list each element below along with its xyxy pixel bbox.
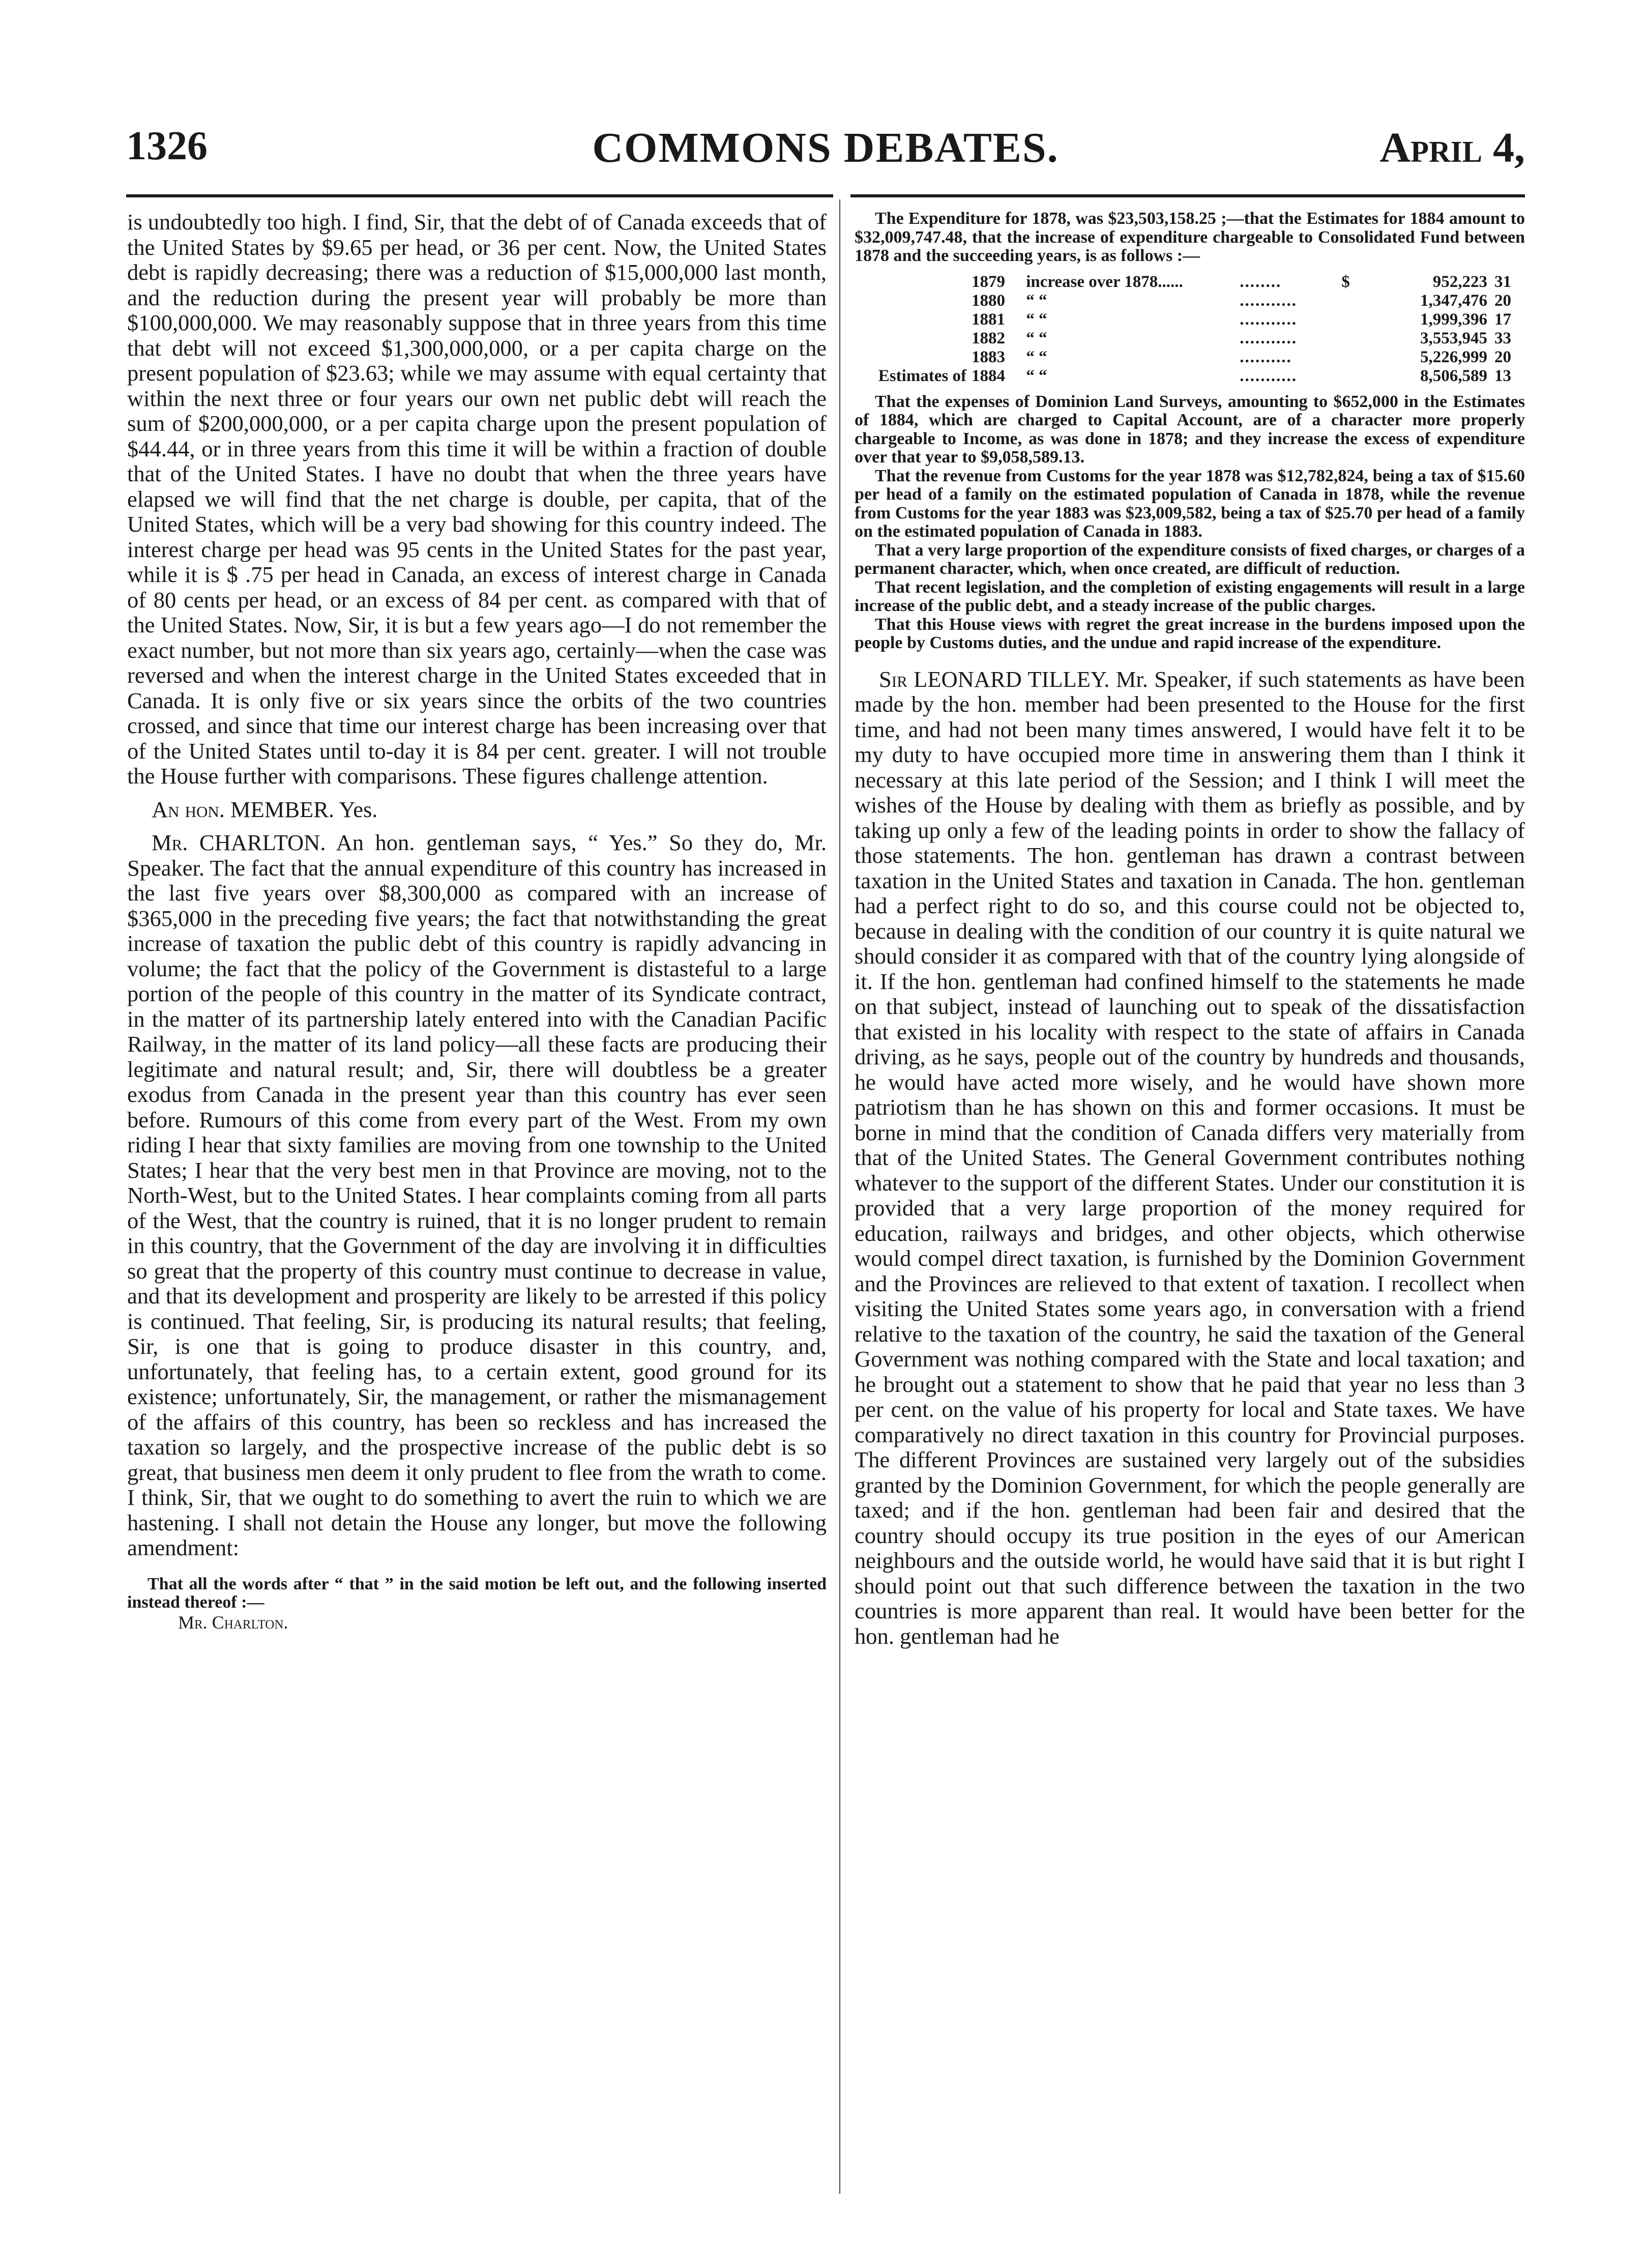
- row-amount: 5,226,999: [1420, 347, 1487, 366]
- table-row: [855, 367, 1525, 386]
- amendment-paragraph: The Expenditure for 1878, was $23,503,158.25 ;—that the Estimates for 1884 amount to $32,009,747.48, that the increase of expenditure chargeable to Consolidated Fund between 1878 and the succeeding years, is as follows :—: [855, 209, 1525, 265]
- speech-paragraph: [127, 830, 827, 1561]
- row-year: 1884: [972, 366, 1005, 385]
- amendment-intro: That all the words after “ that ” in the said motion be left out, and the following inserted instead thereof :—: [127, 1574, 827, 1612]
- row-label: [855, 310, 972, 329]
- row-cents: 17: [1494, 310, 1511, 329]
- row-label: [855, 329, 972, 348]
- row-description: increase over 1878......: [1026, 272, 1183, 291]
- row-year: 1882: [972, 329, 1005, 347]
- page-date: April 4,: [1379, 124, 1525, 171]
- row-dollar-sign: [1341, 292, 1355, 310]
- speech-text: Yes.: [339, 796, 378, 822]
- row-dollar-sign: [1341, 329, 1355, 348]
- paragraph: is undoubtedly too high. I find, Sir, that the debt of of Canada exceeds that of the United States by $9.65 per head, or 36 per cent. Now, the United States debt is rapidly decreasing; there was a reduction of $15,000,000 last month, and the reduction during the present year will probably be more than $100,000,000. We may reasonably suppose that in three years from this time that debt will not exceed $1,300,000,000, or a per capita charge on the present population of $23.63; while we may assume with equal certainty that within the next three or four years our own net public debt will reach the sum of $200,000,000, or a per capita charge upon the present population of $44.44, or in three years from this time it will be within a fraction of double that of the United States. I have no doubt that when the three years have elapsed we will find that the net charge is double, per capita, that of the United States, which will be a very bad showing for this country indeed. The interest charge per head was 95 cents in the United States for the past year, while it is $ .75 per head in Canada, an excess of interest charge in Canada of 80 cents per head, or an excess of 84 per cent. as compared with that of the United States. Now, Sir, it is but a few years ago—I do not remember the exact number, but not more than six years ago, certainly—when the case was reversed and when the interest charge in the United States exceeded that in Canada. It is only five or six years since the orbits of the two countries crossed, and since that time our interest charge has been increasing over that of the United States until to-day it is 84 per cent. greater. I will not trouble the House further with comparisons. These figures challenge attention.: [127, 209, 827, 789]
- row-leader-dots: ........: [1240, 272, 1282, 291]
- speaker-name: Sir LEONARD TILLEY.: [879, 666, 1110, 692]
- row-year: 1883: [972, 347, 1005, 366]
- row-leader-dots: ...........: [1240, 291, 1297, 310]
- row-year: 1879: [972, 272, 1005, 291]
- row-dollar-sign: [1341, 367, 1355, 386]
- table-row: [855, 292, 1525, 310]
- row-description: “ “: [1026, 329, 1047, 347]
- row-description: “ “: [1026, 347, 1047, 366]
- row-leader-dots: ...........: [1240, 366, 1297, 385]
- row-cents: 33: [1494, 329, 1511, 347]
- row-label: [855, 273, 972, 292]
- row-cents: 20: [1494, 291, 1511, 310]
- amendment-paragraph: That recent legislation, and the completion of existing engagements will result in a large increase of the public debt, and a steady increase of the public charges.: [855, 577, 1525, 615]
- row-leader-dots: ..........: [1240, 347, 1292, 366]
- row-dollar-sign: $: [1341, 272, 1350, 291]
- row-amount: 1,347,476: [1420, 291, 1487, 310]
- row-cents: 20: [1494, 347, 1511, 366]
- signature: Mr. Charlton.: [178, 1612, 288, 1633]
- amendment-paragraph: That the expenses of Dominion Land Surveys, amounting to $652,000 in the Estimates of 1884, which are charged to Capital Account, are of a character more properly chargeable to Income, as was done in 1878; and they increase the excess of expenditure over that year to $9,058,589.13.: [855, 392, 1525, 467]
- row-amount: 3,553,945: [1420, 329, 1487, 347]
- page-number: 1326: [126, 124, 208, 168]
- table-row: [855, 273, 1525, 292]
- speaker-name: An hon. MEMBER.: [152, 796, 335, 822]
- speaker-name: Mr. CHARLTON.: [152, 830, 326, 855]
- row-year: 1880: [972, 291, 1005, 310]
- amendment-paragraph: That the revenue from Customs for the year 1878 was $12,782,824, being a tax of $15.60 per head of a family on the estimated population of Canada in 1878, while the revenue from Customs for the year 1883 was $23,009,582, being a tax of $25.70 per head of a family on the estimated population of Canada in 1883.: [855, 466, 1525, 541]
- expenditure-table: [855, 273, 1525, 386]
- row-description: “ “: [1026, 366, 1047, 385]
- row-description: “ “: [1026, 310, 1047, 329]
- row-label: [855, 292, 972, 310]
- page-header: [126, 118, 1525, 179]
- table-row: [855, 329, 1525, 348]
- left-column: [127, 210, 827, 1633]
- header-rule-left: [126, 194, 833, 197]
- row-leader-dots: ...........: [1240, 310, 1297, 329]
- amendment-paragraph: That this House views with regret the great increase in the burdens imposed upon the people by Customs duties, and the undue and rapid increase of the expenditure.: [855, 615, 1525, 652]
- row-cents: 31: [1494, 272, 1511, 291]
- row-dollar-sign: [1341, 348, 1355, 367]
- table-row: [855, 310, 1525, 329]
- column-divider: [839, 199, 840, 2194]
- amendment-paragraph: That a very large proportion of the expenditure consists of fixed charges, or charges of a permanent character, which, when once created, are difficult of reduction.: [855, 540, 1525, 578]
- row-year: 1881: [972, 310, 1005, 329]
- row-amount: 8,506,589: [1420, 366, 1487, 385]
- row-label: Estimates of: [878, 366, 966, 385]
- speech-text: Mr. Speaker, if such statements as have been made by the hon. member had been presented to the House for the first time, and had not been many times answered, I would have felt it to be my duty to have occupied more time in answering them than I think it necessary at this late period of the Session; and I think I will meet the wishes of the House by dealing with them as briefly as possible, and by taking up only a few of the leading points in order to show the fallacy of those statements. The hon. gentleman has drawn a contrast between taxation in the United States and taxation in Canada. The hon. gentleman had a perfect right to do so, and this course could not be objected to, because in dealing with the condition of our country it is quite natural we should consider it as compared with that of the country lying alongside of it. If the hon. gentleman had confined himself to the statements he made on that subject, instead of launching out to speak of the dissatisfaction that existed in his locality with respect to the state of affairs in Canada driving, as he says, people out of the country by hundreds and thousands, he would have acted more wisely, and he would have shown more patriotism than he has shown on this and former occasions. It must be borne in mind that the condition of Canada differs very materially from that of the United States. The General Government contributes nothing whatever to the support of the different States. Under our constitution it is provided that a very large proportion of the money required for education, railways and bridges, and other objects, which otherwise would compel direct taxation, is furnished by the Dominion Government and the Provinces are relieved to that extent of taxation. I recollect when visiting the United States some years ago, in conversation with a friend relative to the taxation of the country, he said the taxation of the General Government was nothing compared with the State and local taxation; and he brought out a statement to show that he paid that year no less than 3 per cent. on the value of his property for local and State taxes. We have comparatively no direct taxation in this country for Provincial purposes. The different Provinces are sustained very largely out of the subsidies granted by the Dominion Government, for which the people generally are taxed; and if the hon. gentleman had been fair and desired that the country should occupy its true position in the eyes of our American neighbours and the outside world, he would have said that it is but right I should point out that such difference between the taxation in the two countries is more apparent than real. It would have been better for the hon. gentleman had he: [855, 666, 1525, 1649]
- right-column: [855, 210, 1525, 1649]
- speech-paragraph: [855, 667, 1525, 1649]
- row-cents: 13: [1494, 366, 1511, 385]
- speech-text: An hon. gentleman says, “ Yes.” So they do, Mr. Speaker. The fact that the annual expenditure of this country has increased in the last five years over $8,300,000 as compared with an increase of $365,000 in the preceding five years; the fact that notwithstanding the great increase of taxation the public debt of this country is rapidly advancing in volume; the fact that the policy of the Government is distasteful to a large portion of the people of this country in the matter of its Syndicate contract, in the matter of its partnership lately entered into with the Canadian Pacific Railway, in the matter of its land policy—all these facts are producing their legitimate and natural result; and, Sir, there will doubtless be a greater exodus from Canada in the present year than this country has ever seen before. Rumours of this come from every part of the West. From my own riding I hear that sixty families are moving from one township to the United States; I hear that the very best men in that Province are moving, not to the North-West, but to the United States. I hear complaints coming from all parts of the West, that the country is ruined, that it is no longer prudent to remain in this country, that the Government of the day are involving it in difficulties so great that the property of this country must continue to decrease in value, and that its development and prosperity are likely to be arrested if this policy is continued. That feeling, Sir, is producing its natural results; that feeling, Sir, is one that is going to produce disaster in this country, and, unfortunately, that feeling has, to a certain extent, good ground for its existence; unfortunately, Sir, the management, or rather the mismanagement of the affairs of this country, has been so reckless and has increased the taxation so largely, and the prospective increase of the public debt is so great, that business men deem it only prudent to flee from the wrath to come. I think, Sir, that we ought to do something to avert the ruin to which we are hastening. I shall not detain the House any longer, but move the following amendment:: [127, 830, 827, 1560]
- table-row: [855, 348, 1525, 367]
- speech-paragraph: [127, 797, 827, 823]
- row-label: [855, 348, 972, 367]
- row-leader-dots: ...........: [1240, 329, 1297, 347]
- row-amount: 1,999,396: [1420, 310, 1487, 329]
- page-title: COMMONS DEBATES.: [592, 124, 1059, 171]
- row-description: “ “: [1026, 291, 1047, 310]
- row-amount: 952,223: [1432, 272, 1487, 291]
- row-dollar-sign: [1341, 310, 1355, 329]
- header-rule-right: [850, 194, 1525, 197]
